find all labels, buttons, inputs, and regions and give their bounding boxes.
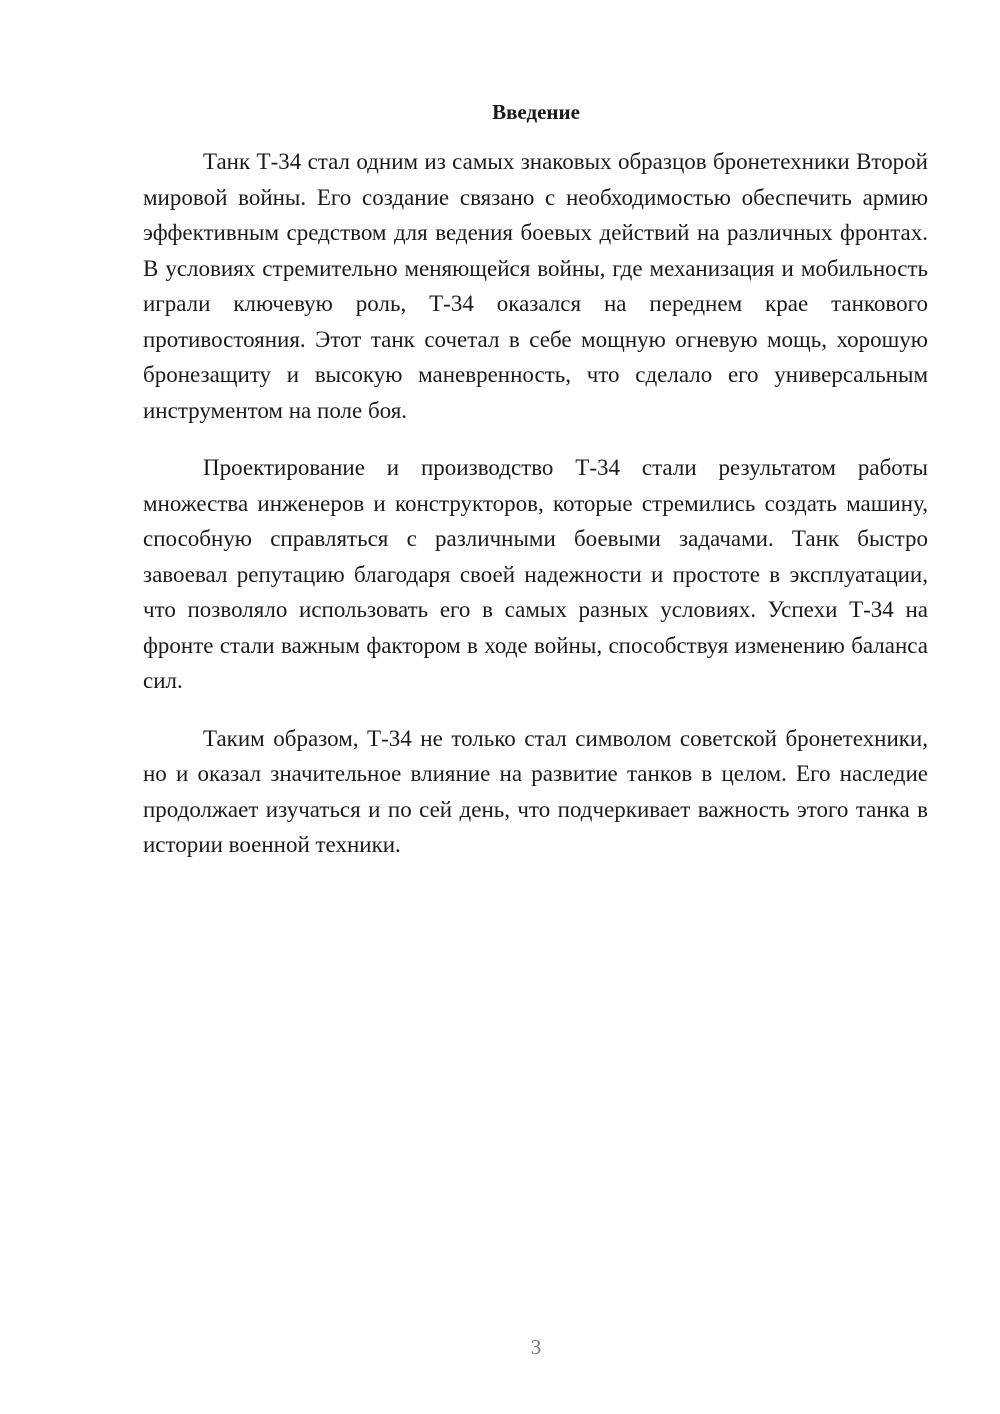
section-heading: Введение <box>492 100 580 124</box>
body-text <box>143 144 928 885</box>
paragraph-3: Таким образом, Т-34 не только стал символом советской бронетехники, но и оказал значительное влияние на развитие танков в целом. Его наследие продолжает изучаться и по сей день, что подчеркивает важность этого танка в истории военной техники. <box>143 725 928 857</box>
paragraph-2: Проектирование и производство Т-34 стали результатом работы множества инженеров и конструкторов, которые стремились создать машину, способную справляться с различными боевыми задачами. Танк быстро завоевал репутацию благодаря своей надежности и простоте в эксплуатации, что позволяло использовать его в самых разных условиях. Успехи Т-34 на фронте стали важным фактором в ходе войны, способствуя изменению баланса сил. <box>143 455 928 693</box>
page-number: 3 <box>530 1335 542 1359</box>
paragraph-1: Танк Т-34 стал одним из самых знаковых образцов бронетехники Второй мировой войны. Его создание связано с необходимостью обеспечить армию эффективным средством для ведения боевых действий на различных фронтах. В условиях стремительно меняющейся войны, где механизация и мобильность играли ключевую роль, Т-34 оказался на переднем крае танкового противостояния. Этот танк сочетал в себе мощную огневую мощь, хорошую бронезащиту и высокую маневренность, что сделало его универсальным инструментом на поле боя. <box>143 149 928 423</box>
